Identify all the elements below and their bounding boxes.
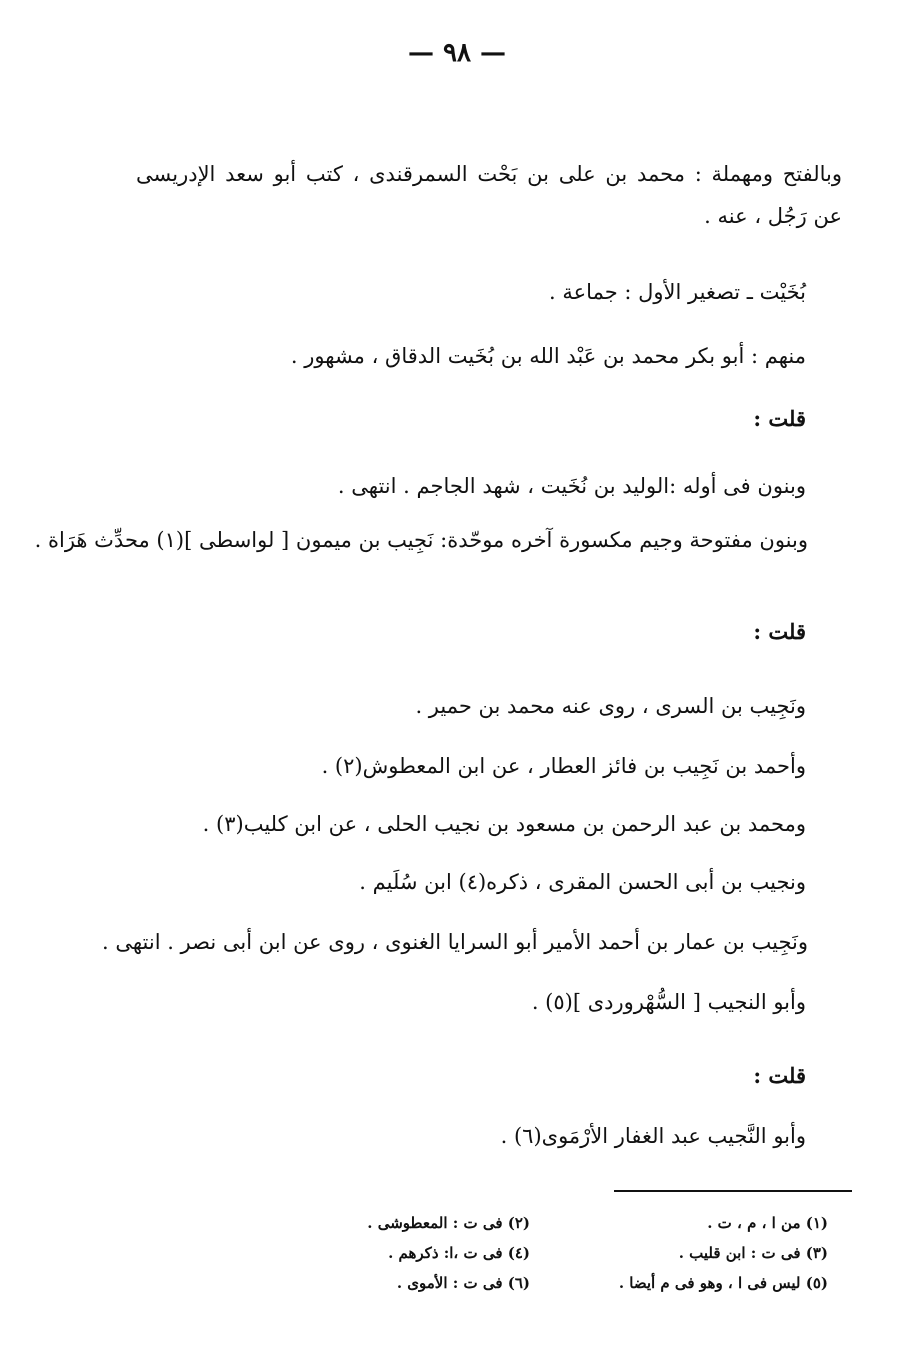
footnote-divider [614, 1190, 852, 1192]
paragraph: ونجيب بن أبى الحسن المقرى ، ذكره(٤) ابن سُلَيم . [359, 870, 806, 894]
paragraph: وأبو النَّجيب عبد الغفار الأرْمَوى(٦) . [500, 1124, 806, 1148]
section-heading: قلت : [753, 406, 806, 431]
footnote: (١) من ا ، م ، ت . [707, 1214, 828, 1232]
paragraph: ومحمد بن عبد الرحمن بن مسعود بن نجيب الحلى ، عن ابن كليب(٣) . [202, 812, 806, 836]
paragraph-line: وبالفتح ومهملة : محمد بن على بن بَحْت السمرقندى ، كتب أبو سعد الإدريسى [136, 162, 842, 186]
footnote: (٢) فى ت : المعطوشى . [367, 1214, 530, 1232]
page-number: — ٩٨ — [407, 38, 507, 68]
footnote: (٥) ليس فى ا ، وهو فى م أيضا . [618, 1274, 828, 1292]
footnote: (٦) فى ت : الأموى . [396, 1274, 530, 1292]
footnote: (٣) فى ت : ابن قليب . [678, 1244, 828, 1262]
paragraph: منهم : أبو بكر محمد بن عَبْد الله بن بُخَيت الدقاق ، مشهور . [290, 344, 806, 368]
footnote: (٤) فى ت ،ا: ذكرهم . [388, 1244, 530, 1262]
paragraph: ونَجِيب بن السرى ، روى عنه محمد بن حمير . [415, 694, 806, 718]
section-heading: قلت : [753, 1063, 806, 1088]
paragraph: ونَجِيب بن عمار بن أحمد الأمير أبو السرايا الغنوى ، روى عن ابن أبى نصر . انتهى . [101, 930, 808, 954]
paragraph: وبنون مفتوحة وجيم مكسورة آخره موحّدة: نَجِيب بن ميمون [ لواسطى ](١) محدِّث هَرَاة . [34, 528, 808, 552]
paragraph: وأبو النجيب [ السُّهْروردى ](٥) . [531, 990, 806, 1014]
section-heading: قلت : [753, 619, 806, 644]
paragraph: بُخَيْت ـ تصغير الأول : جماعة . [549, 280, 806, 304]
paragraph: وأحمد بن نَجِيب بن فائز العطار ، عن ابن المعطوش(٢) . [321, 754, 806, 778]
paragraph: وبنون فى أوله :الوليد بن نُخَيت ، شهد الجاجم . انتهى . [337, 474, 806, 498]
paragraph-line: عن رَجُل ، عنه . [704, 204, 842, 228]
